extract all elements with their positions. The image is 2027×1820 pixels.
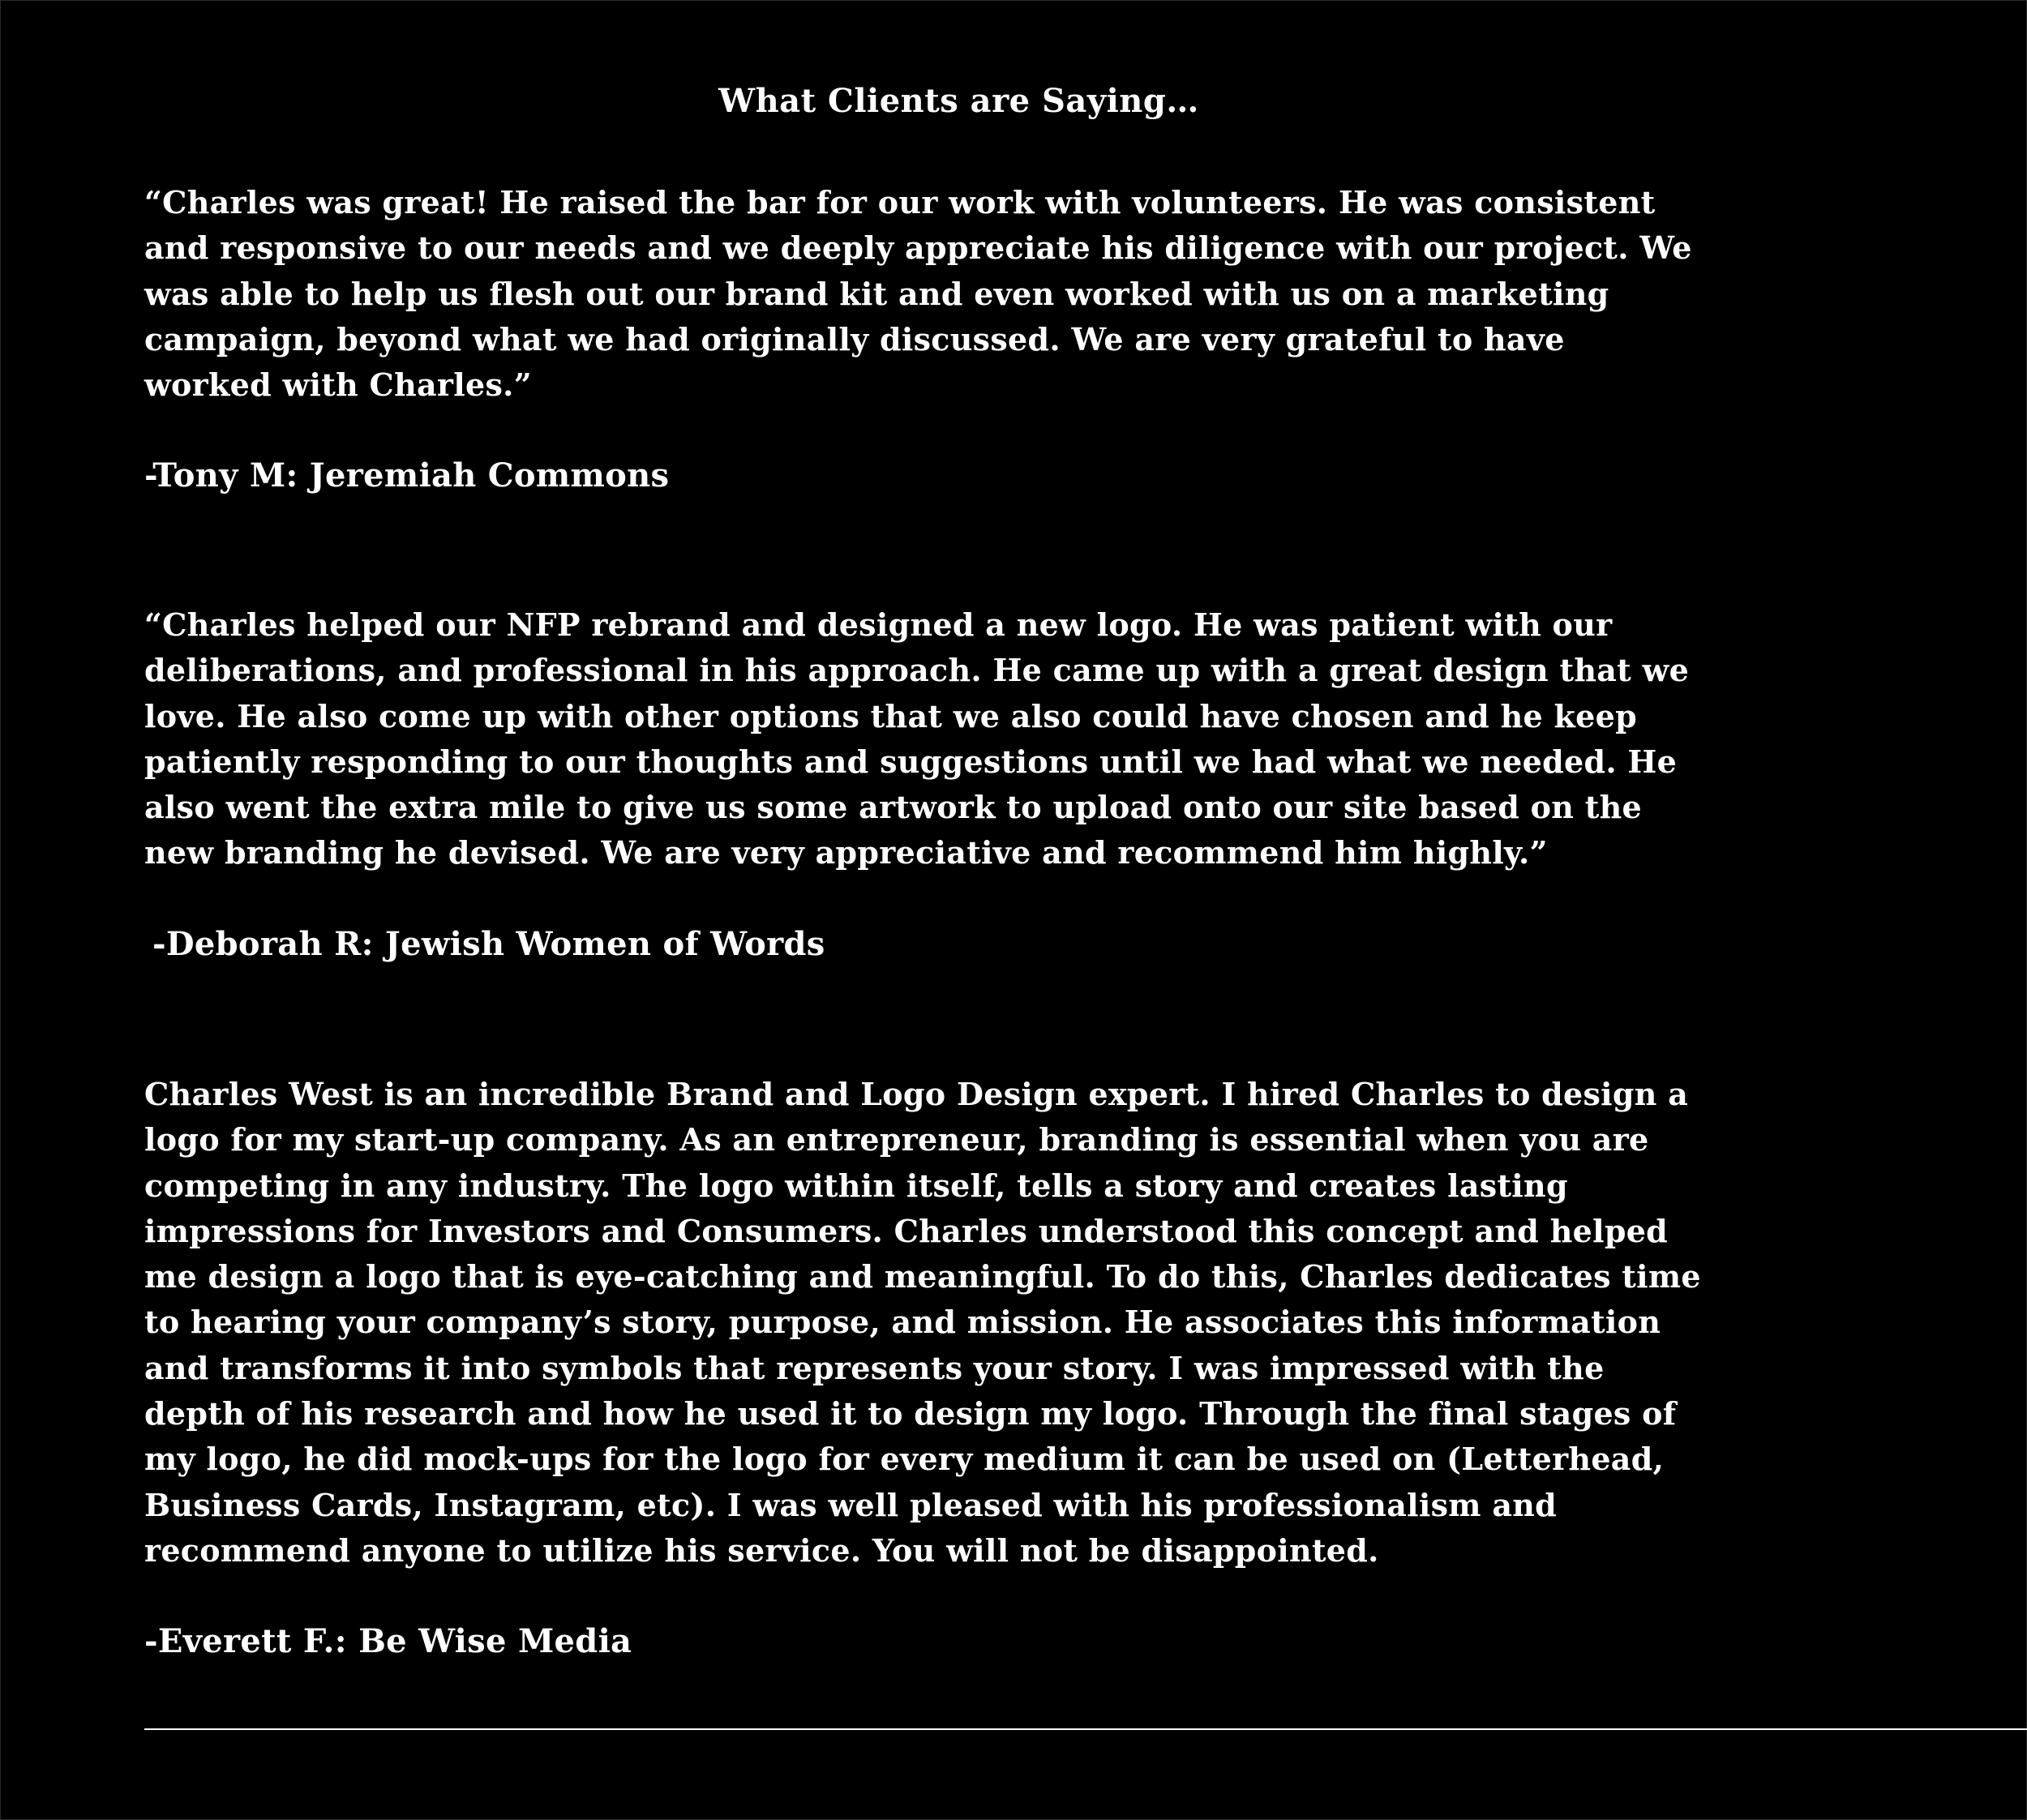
testimonial-quote: “Charles helped our NFP rebrand and designed a new logo. He was patient with our deliberations, and professional in his approach. He came up with a great design that we love. He also come up with other options that we also could have chosen and he keep patiently responding to our thoughts and suggestions until we had what we needed. He also went the extra mile to give us some artwork to upload onto our site based on the new branding he devised. We are very appreciative and recommend him highly.” — [144, 606, 1690, 871]
testimonial-tony-m — [144, 180, 1831, 499]
testimonial-author: -Everett F.: Be Wise Media — [144, 1622, 632, 1661]
testimonial-author: -Deborah R: Jewish Women of Words — [152, 924, 825, 963]
testimonial-author: -Tony M: Jeremiah Commons — [144, 456, 670, 495]
testimonial-deborah-r — [144, 602, 1831, 967]
bottom-divider — [144, 1728, 2027, 1730]
page-title: What Clients are Saying… — [718, 81, 1199, 120]
testimonial-quote: “Charles was great! He raised the bar for our work with volunteers. He was consistent and responsive to our needs and we deeply appreciate his diligence with our project. We was able to help us flesh out our brand kit and even worked with us on a marketing campaign, beyond what we had originally discussed. We are very grateful to have worked with Charles.” — [144, 184, 1692, 404]
testimonial-quote: Charles West is an incredible Brand and Logo Design expert. I hired Charles to design a logo for my start-up company. As an entrepreneur, branding is essential when you are competing in any industry. The logo within itself, tells a story and creates lasting impressions for Investors and Consumers. Charles understood this concept and helped me design a logo that is eye-catching and meaningful. To do this, Charles dedicates time to hearing your company’s story, purpose, and mission. He associates this information and transforms it into symbols that represents your story. I was impressed with the depth of his research and how he used it to design my logo. Through the final stages of my logo, he did mock-ups for the logo for every medium it can be used on (Letterhead, Business Cards, Instagram, etc). I was well pleased with his professionalism and recommend anyone to utilize his service. You will not be disappointed. — [144, 1076, 1701, 1569]
testimonial-everett-f — [144, 1072, 1831, 1664]
